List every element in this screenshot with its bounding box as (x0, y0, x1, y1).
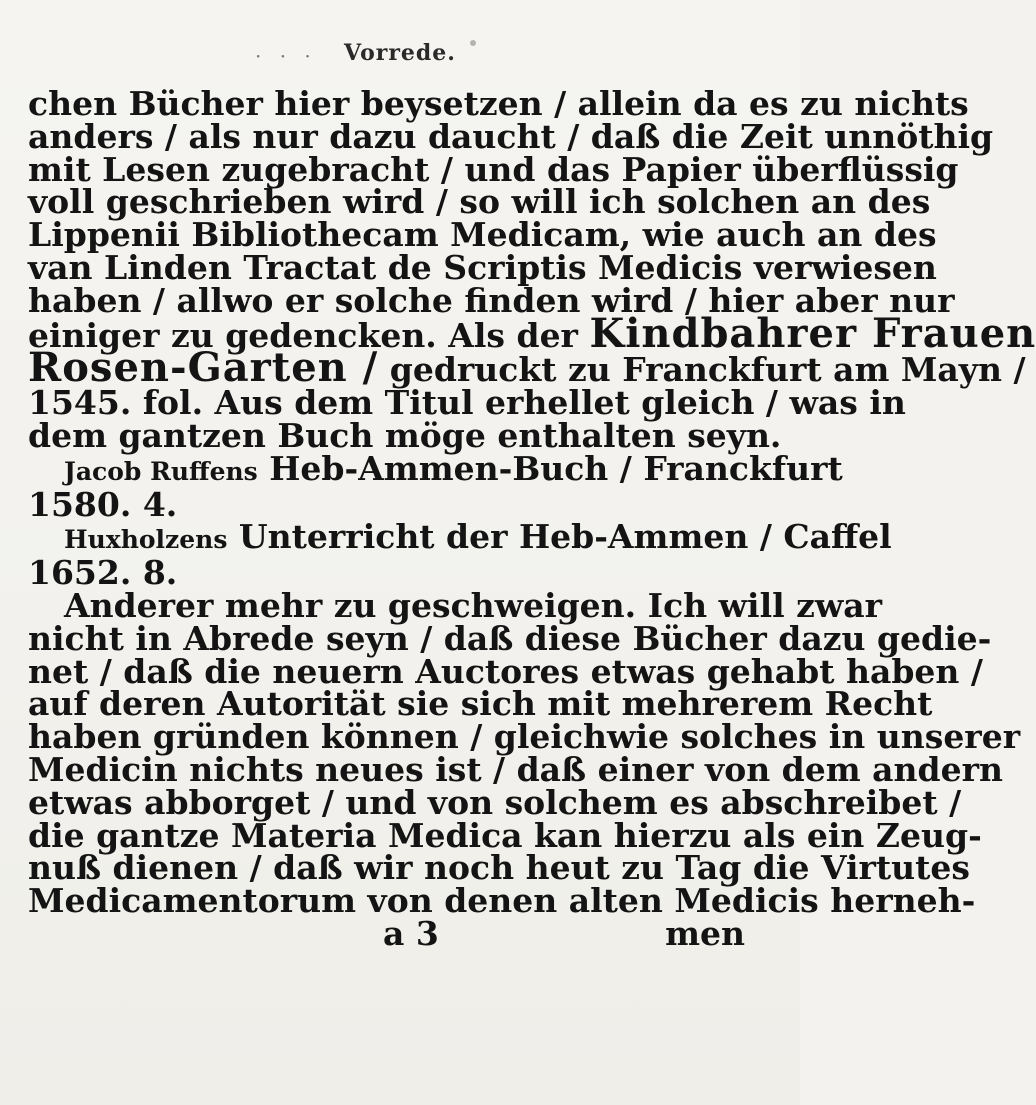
text-line: anders / als nur dazu daucht / daß die Zeit unnöthig (28, 116, 994, 156)
text-line: haben / allwo er solche finden wird / hier aber nur (28, 280, 955, 320)
citation-title: Unterricht der Heb-Ammen / Caffel (238, 517, 892, 557)
text-line: voll geschrieben wird / so will ich solchen an des (28, 182, 931, 222)
text-line: haben gründen können / gleichwie solches in unserer (28, 717, 1021, 757)
author-name: Huxholzens (64, 525, 228, 555)
citation-line (28, 448, 843, 489)
text-line: chen Bücher hier beysetzen / allein da es zu nichts (28, 84, 969, 123)
text-fragment: gedruckt zu Franckfurt am Mayn / (389, 350, 1026, 390)
text-fragment: einiger zu gedencken. Als der (28, 315, 578, 355)
ink-speck (470, 40, 476, 46)
catchword: men (665, 913, 745, 953)
book-title-emphasis: Kindbahrer Frauen (589, 309, 1036, 357)
text-line: Medicin nichts neues ist / daß einer von dem andern (28, 749, 1003, 789)
book-title-emphasis: Rosen-Garten / (28, 344, 379, 392)
text-line: nuß dienen / daß wir noch heut zu Tag die Virtutes (28, 848, 970, 888)
running-head: Vorrede. (344, 40, 456, 66)
citation-line (28, 517, 892, 557)
citation-year: 1580. 4. (28, 484, 178, 524)
body-text (28, 84, 1036, 953)
text-line: mit Lesen zugebracht / und das Papier überflüssig (28, 149, 959, 189)
text-line: nicht in Abrede seyn / daß diese Bücher dazu gedie- (28, 618, 992, 658)
page-footer (28, 913, 780, 953)
text-line: die gantze Materia Medica kan hierzu als ein Zeug- (28, 815, 982, 855)
citation-title: Heb-Ammen-Buch / Franckfurt (269, 448, 843, 488)
text-line: net / daß die neuern Auctores etwas gehabt haben / (28, 651, 983, 691)
citation-year: 1652. 8. (28, 553, 178, 593)
signature-mark: a 3 (383, 913, 439, 953)
text-line: Lippenii Bibliothecam Medicam, wie auch an des (28, 215, 937, 255)
page-specks: · · · (255, 44, 317, 68)
text-line: dem gantzen Buch möge enthalten seyn. (28, 415, 782, 455)
text-line: Anderer mehr zu geschweigen. Ich will zwar (64, 585, 883, 625)
text-line: auf deren Autorität sie sich mit mehrerem Recht (28, 684, 933, 724)
text-line: van Linden Tractat de Scriptis Medicis verwiesen (28, 247, 937, 287)
text-line: 1545. fol. Aus dem Titul erhellet gleich / was in (28, 383, 906, 423)
text-line: etwas abborget / und von solchem es abschreibet / (28, 782, 962, 822)
text-line (28, 344, 1026, 392)
text-line: Medicamentorum von denen alten Medicis herneh- (28, 881, 976, 921)
author-name: Jacob Ruffens (64, 456, 258, 486)
